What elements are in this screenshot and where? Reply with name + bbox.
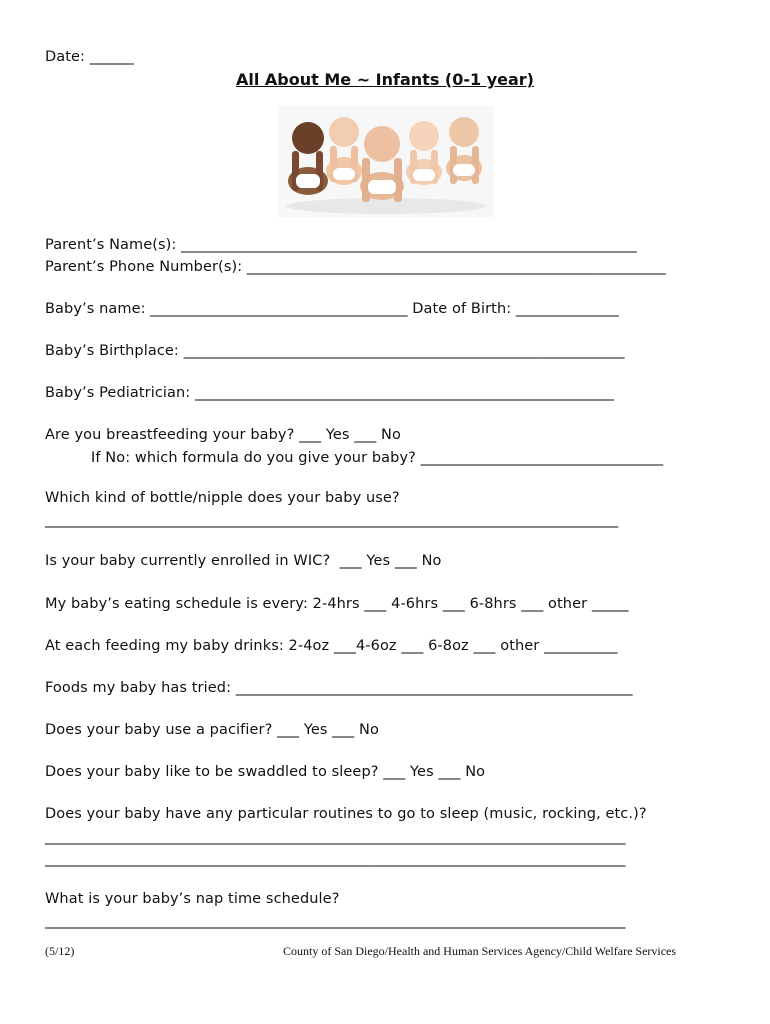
nap-schedule-question: What is your baby’s nap time schedule?: [45, 891, 340, 907]
footer-agency: County of San Diego/Health and Human Services Agency/Child Welfare Services: [283, 944, 677, 958]
breastfeeding-question[interactable]: Are you breastfeeding your baby? ___ Yes ___ No: [45, 427, 401, 443]
nap-answer-line[interactable]: _______________________________________________________________________________: [45, 913, 626, 929]
foods-tried-field[interactable]: Foods my baby has tried: ______________________________________________________: [45, 680, 633, 696]
parent-name-field[interactable]: Parent’s Name(s): ______________________________________________________________: [45, 237, 637, 253]
baby-name-field[interactable]: Baby’s name: ___________________________________ Date of Birth: ______________: [45, 301, 619, 317]
birthplace-field[interactable]: Baby’s Birthplace: ____________________________________________________________: [45, 343, 625, 359]
routines-answer-line-1[interactable]: _______________________________________________________________________________: [45, 829, 626, 845]
routines-answer-line-2[interactable]: _______________________________________________________________________________: [45, 851, 626, 867]
bottle-question: Which kind of bottle/nipple does your baby use?: [45, 490, 400, 506]
formula-question[interactable]: If No: which formula do you give your baby? _________________________________: [91, 450, 664, 466]
babies-photo: [278, 106, 494, 217]
parent-phone-field[interactable]: Parent’s Phone Number(s): _________________________________________________________: [45, 259, 666, 275]
page-title: All About Me ~ Infants (0-1 year): [236, 70, 534, 89]
swaddle-question[interactable]: Does your baby like to be swaddled to sleep? ___ Yes ___ No: [45, 764, 486, 780]
pediatrician-field[interactable]: Baby’s Pediatrician: _________________________________________________________: [45, 385, 614, 401]
pacifier-question[interactable]: Does your baby use a pacifier? ___ Yes ___ No: [45, 722, 379, 738]
eating-schedule-question[interactable]: My baby’s eating schedule is every: 2-4hrs ___ 4-6hrs ___ 6-8hrs ___ other _____: [45, 596, 629, 612]
bottle-answer-line[interactable]: ______________________________________________________________________________: [45, 512, 619, 528]
feeding-drinks-question[interactable]: At each feeding my baby drinks: 2-4oz ___4-6oz ___ 6-8oz ___ other __________: [45, 638, 618, 654]
wic-question[interactable]: Is your baby currently enrolled in WIC? ___ Yes ___ No: [45, 553, 442, 569]
babies-illustration: [278, 106, 494, 217]
sleep-routines-question: Does your baby have any particular routines to go to sleep (music, rocking, etc.)?: [45, 806, 647, 822]
date-label: Date: ______: [45, 49, 134, 65]
footer-version: (5/12): [45, 944, 75, 958]
